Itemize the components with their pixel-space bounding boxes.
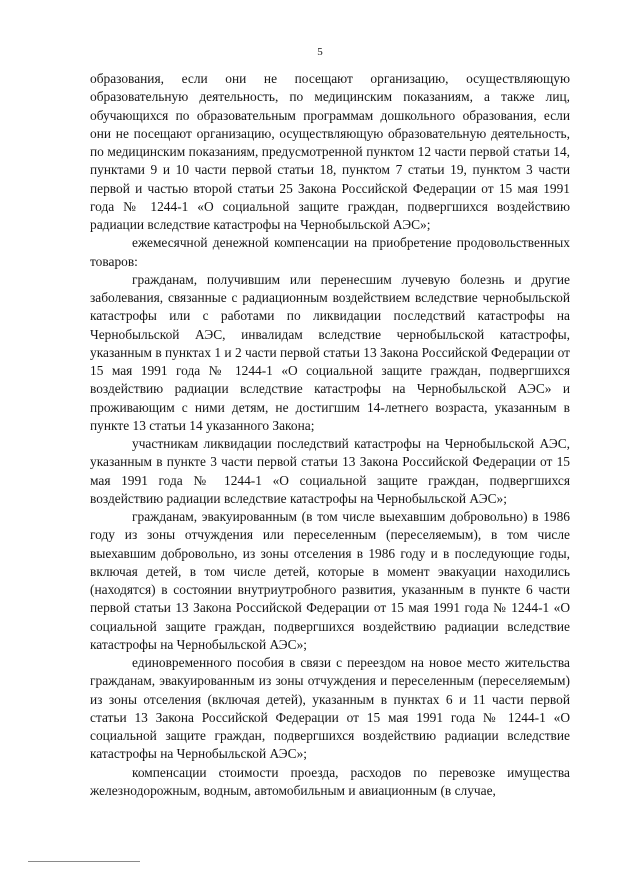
page-number: 5	[317, 46, 323, 58]
paragraph-7: компенсации стоимости проезда, расходов по перевозке имущества железнодорожным, водным, автомобильным и авиационным (в случае,	[90, 764, 570, 798]
paragraph-5: гражданам, эвакуированным (в том числе выехавшим добровольно) в 1986 году из зоны отчуждения или переселенным (переселяемым), в том числе выехавшим добровольно, из зоны отселения в 1986 году и в последующие годы, включая детей, в том числе детей, которые в момент эвакуации находились (находятся) в состоянии внутриутробного развития, указанным в пункте 6 части первой статьи 13 Закона Российской Федерации от 15 мая 1991 года № 1244-1 «О социальной защите граждан, подвергшихся воздействию радиации вследствие катастрофы на Чернобыльской АЭС»;	[90, 509, 570, 652]
footer-rule	[28, 861, 140, 862]
paragraph-4: участникам ликвидации последствий катастрофы на Чернобыльской АЭС, указанным в пункте 3 части первой статьи 13 Закона Российской Федерации от 15 мая 1991 года № 1244-1 «О социальной защите граждан, подвергшихся воздействию радиации вследствие катастрофы на Чернобыльской АЭС»;	[90, 436, 570, 506]
document-body	[90, 70, 570, 800]
paragraph-6: единовременного пособия в связи с переездом на новое место жительства гражданам, эвакуированным из зоны отчуждения и переселенным (переселяемым) из зоны отселения (включая детей), указанным в пунктах 6 и 11 части первой статьи 13 Закона Российской Федерации от 15 мая 1991 года № 1244-1 «О социальной защите граждан, подвергшихся воздействию радиации вследствие катастрофы на Чернобыльской АЭС»;	[90, 655, 570, 762]
paragraph-3: гражданам, получившим или перенесшим лучевую болезнь и другие заболевания, связанные с радиационным воздействием вследствие чернобыльской катастрофы или с работами по ликвидации последствий катастрофы на Чернобыльской АЭС, инвалидам вследствие чернобыльской катастрофы, указанным в пунктах 1 и 2 части первой статьи 13 Закона Российской Федерации от 15 мая 1991 года № 1244-1 «О социальной защите граждан, подвергшихся воздействию радиации вследствие катастрофы на Чернобыльской АЭС» и проживающим с ними детям, не достигшим 14-летнего возраста, указанным в пункте 13 статьи 14 указанного Закона;	[90, 271, 570, 433]
paragraph-1: образования, если они не посещают организацию, осуществляющую образовательную деятельность, по медицинским показаниям, а также лиц, обучающихся по образовательным программам дошкольного образования, если они не посещают организацию, осуществляющую образовательную деятельность, по медицинским показаниям, предусмотренной пунктом 12 части первой статьи 14, пунктами 9 и 10 части первой статьи 18, пунктом 7 статьи 19, пунктом 3 части первой и частью второй статьи 25 Закона Российской Федерации от 15 мая 1991 года № 1244-1 «О социальной защите граждан, подвергшихся воздействию радиации вследствие катастрофы на Чернобыльской АЭС»;	[90, 71, 570, 232]
paragraph-2: ежемесячной денежной компенсации на приобретение продовольственных товаров:	[90, 235, 570, 269]
